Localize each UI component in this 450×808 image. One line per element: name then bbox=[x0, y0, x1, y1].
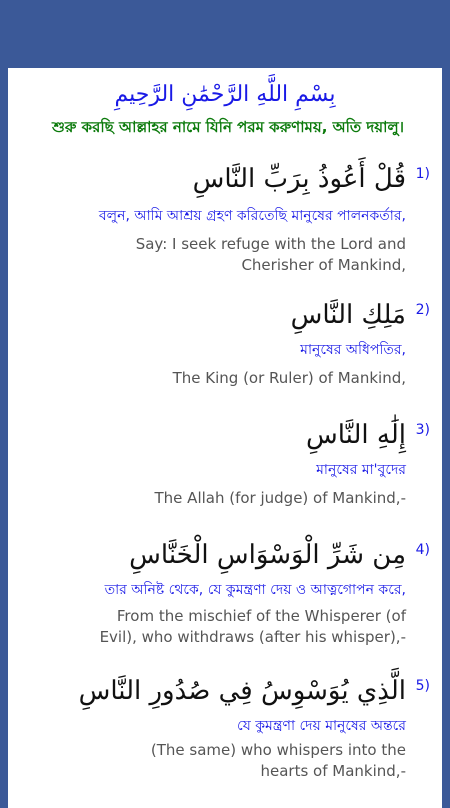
verse-number: 3) bbox=[415, 422, 430, 438]
top-bar bbox=[0, 0, 450, 60]
verse-bangla-translation: তার অনিষ্ট থেকে, যে কুমন্ত্রণা দেয় ও আত্নগোপন করে, bbox=[104, 582, 406, 598]
verse-number: 4) bbox=[415, 542, 430, 558]
bismillah-translation: শুরু করছি আল্লাহর নামে যিনি পরম করুণাময়, অতি দয়ালু। bbox=[52, 118, 404, 136]
verse-english-translation: From the mischief of the Whisperer (of Evil), who withdraws (after his whisper),- bbox=[99, 607, 406, 646]
verse-bangla-translation: যে কুমন্ত্রণা দেয় মানুষের অন্তরে bbox=[237, 718, 406, 734]
surah-content-card bbox=[8, 68, 442, 808]
bismillah-heading: بِسْمِ اللَّهِ الرَّحْمَٰنِ الرَّحِيمِ bbox=[114, 82, 336, 107]
verse-bangla-translation: বলুন, আমি আশ্রয় গ্রহণ করিতেছি মানুষের পালনকর্তার, bbox=[98, 208, 406, 224]
verse-arabic-text: الَّذِي يُوَسْوِسُ فِي صُدُورِ النَّاسِ bbox=[78, 676, 406, 706]
verse-english-translation: (The same) who whispers into the hearts of Mankind,- bbox=[150, 741, 406, 780]
verse-arabic-text: مِن شَرِّ الْوَسْوَاسِ الْخَنَّاسِ bbox=[129, 540, 406, 570]
verse-arabic-text: مَلِكِ النَّاسِ bbox=[290, 300, 406, 330]
verse-bangla-translation: মানুষের মা'বুদের bbox=[316, 462, 406, 478]
verse-bangla-translation: মানুষের অধিপতির, bbox=[300, 342, 406, 358]
verse-arabic-text: إِلَٰهِ النَّاسِ bbox=[305, 420, 406, 450]
verse-arabic-text: قُلْ أَعُوذُ بِرَبِّ النَّاسِ bbox=[192, 164, 406, 194]
verse-number: 1) bbox=[415, 166, 430, 182]
verse-english-translation: Say: I seek refuge with the Lord and Cherisher of Mankind, bbox=[135, 235, 406, 274]
verse-number: 2) bbox=[415, 302, 430, 318]
verse-english-translation: The Allah (for judge) of Mankind,- bbox=[154, 489, 406, 507]
verse-number: 5) bbox=[415, 678, 430, 694]
verse-english-translation: The King (or Ruler) of Mankind, bbox=[172, 369, 406, 387]
